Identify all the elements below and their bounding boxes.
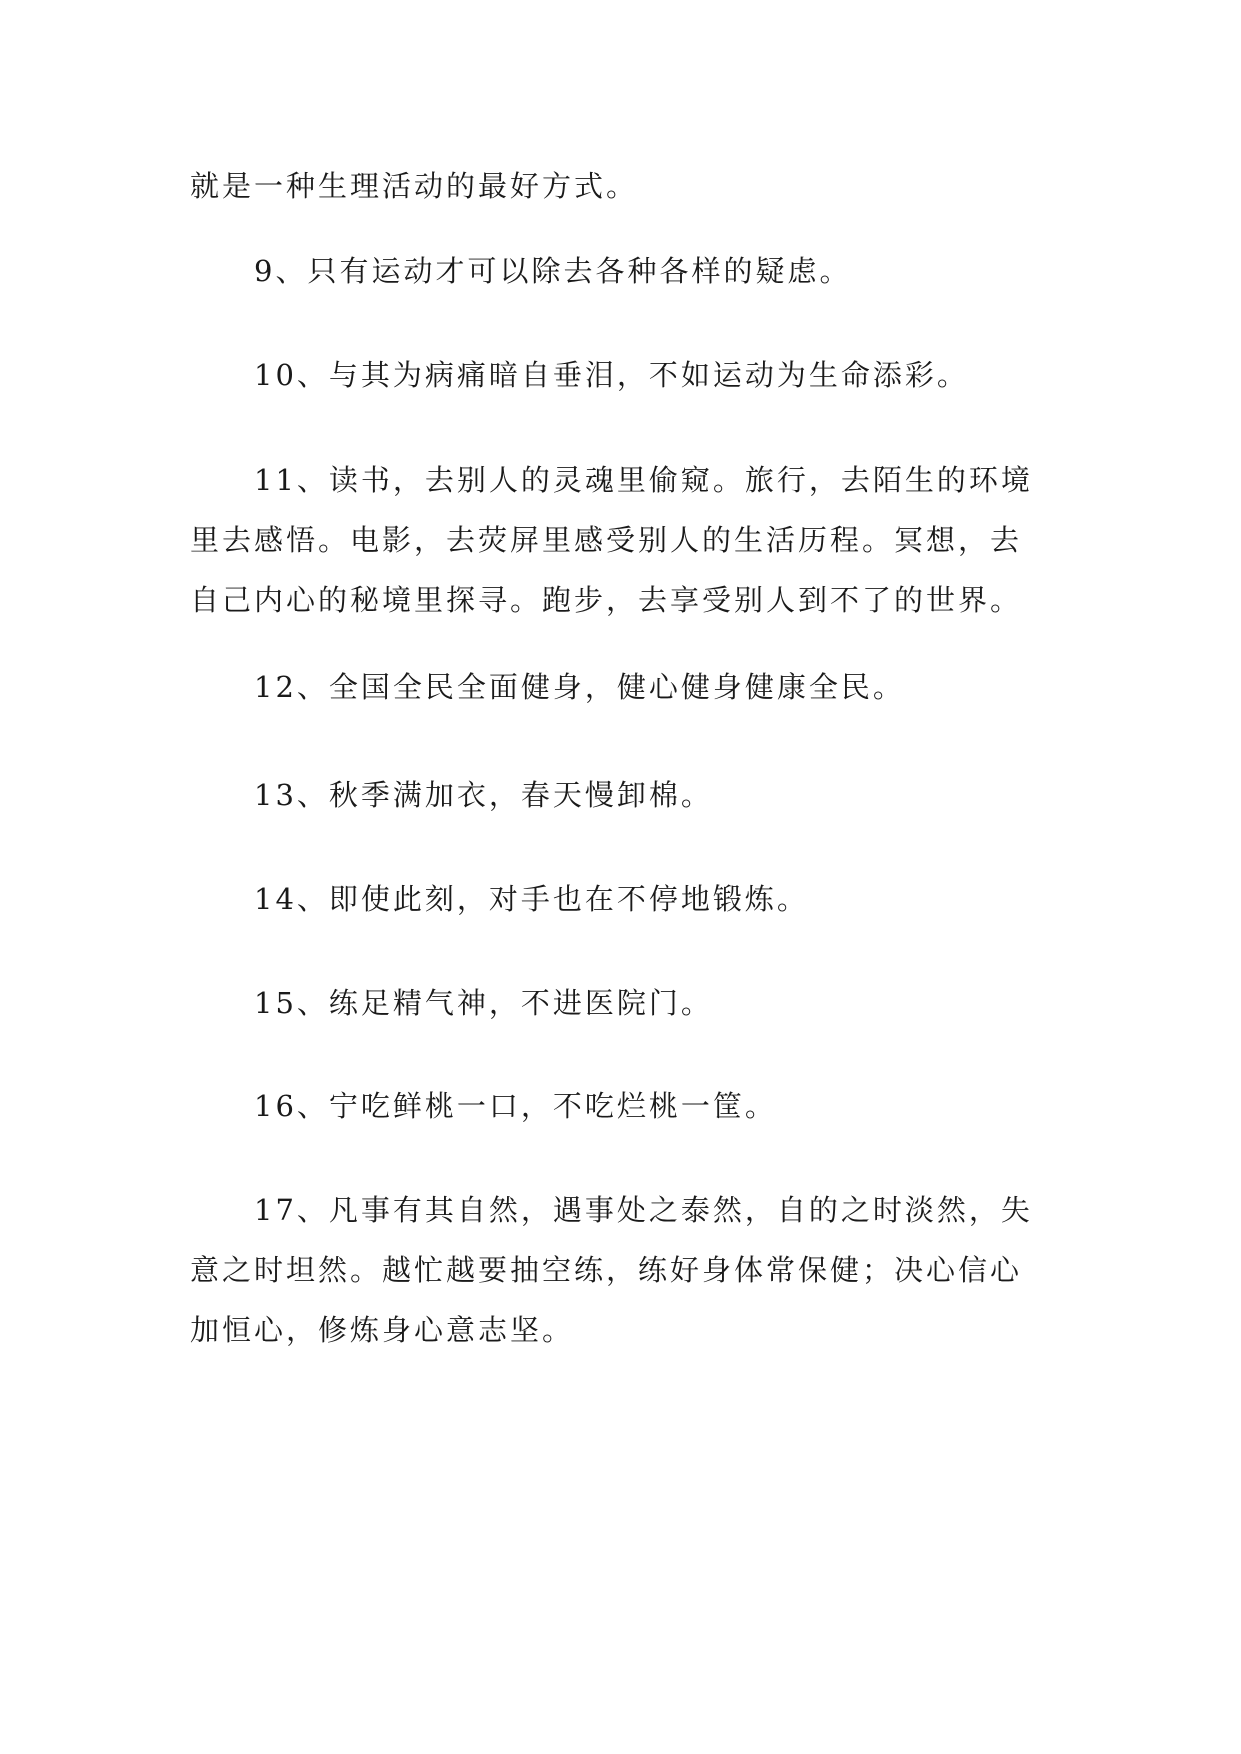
text-line: 10、与其为病痛暗自垂泪，不如运动为生命添彩。: [254, 358, 969, 392]
text-line: 意之时坦然。越忙越要抽空练，练好身体常保健；决心信心: [190, 1253, 1023, 1287]
paragraph-10: [190, 345, 1060, 405]
text-line: 自己内心的秘境里探寻。跑步，去享受别人到不了的世界。: [190, 583, 1023, 617]
paragraph-11: [190, 450, 1060, 630]
paragraph-9: [190, 241, 1060, 301]
paragraph-13: [190, 765, 1060, 825]
text-line: 12、全国全民全面健身，健心健身健康全民。: [254, 670, 905, 704]
text-line: 就是一种生理活动的最好方式。: [190, 169, 639, 203]
text-line: 14、即使此刻，对手也在不停地锻炼。: [254, 882, 809, 916]
paragraph-14: [190, 869, 1060, 929]
text-line: 17、凡事有其自然，遇事处之泰然，自的之时淡然，失: [254, 1193, 1033, 1227]
paragraph-continuation: [190, 156, 1060, 216]
text-line: 16、宁吃鲜桃一口，不吃烂桃一筐。: [254, 1089, 777, 1123]
text-line: 13、秋季满加衣，春天慢卸棉。: [254, 778, 713, 812]
text-line: 15、练足精气神，不进医院门。: [254, 986, 713, 1020]
paragraph-17: [190, 1180, 1060, 1360]
text-line: 11、读书，去别人的灵魂里偷窥。旅行，去陌生的环境: [254, 463, 1033, 497]
paragraph-16: [190, 1076, 1060, 1136]
text-line: 里去感悟。电影，去荧屏里感受别人的生活历程。冥想，去: [190, 523, 1023, 557]
paragraph-12: [190, 657, 1060, 717]
paragraph-15: [190, 973, 1060, 1033]
text-line: 9、只有运动才可以除去各种各样的疑虑。: [254, 254, 852, 288]
text-line: 加恒心，修炼身心意志坚。: [190, 1313, 575, 1347]
